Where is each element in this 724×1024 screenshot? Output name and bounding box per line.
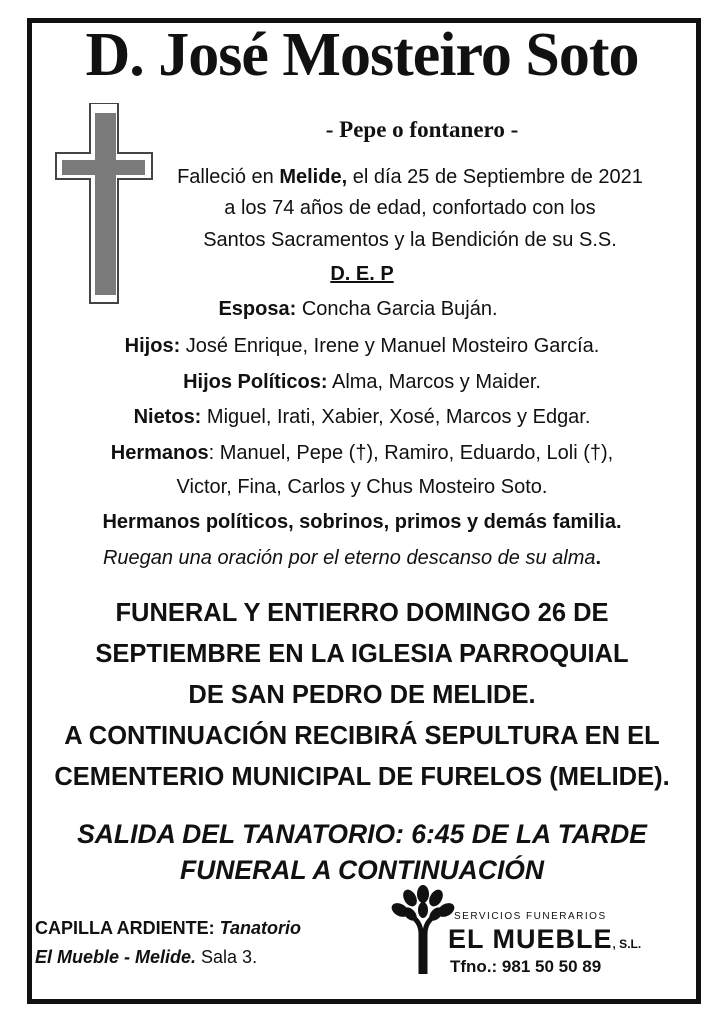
capilla-line-2: El Mueble - Melide. Sala 3. xyxy=(35,947,258,967)
deceased-name: D. José Mosteiro Soto xyxy=(85,21,639,89)
funeral-line-2: SEPTIEMBRE EN LA IGLESIA PARROQUIAL xyxy=(95,640,629,668)
salida-line-2: FUNERAL A CONTINUACIÓN xyxy=(179,855,545,885)
funeral-line-4: A CONTINUACIÓN RECIBIRÁ SEPULTURA EN EL xyxy=(64,722,660,750)
funeral-line-3: DE SAN PEDRO DE MELIDE. xyxy=(188,681,536,709)
death-line-2: a los 74 años de edad, confortado con los xyxy=(224,197,596,219)
funeral-line-5: CEMENTERIO MUNICIPAL DE FURELOS (MELIDE). xyxy=(54,763,670,791)
death-line-1: Falleció en Melide, el día 25 de Septiembre de 2021 xyxy=(177,166,643,188)
logo-name: EL MUEBLE, S.L. xyxy=(448,924,642,954)
funeral-home-logo xyxy=(388,884,668,984)
nickname: - Pepe o fontanero - xyxy=(325,117,519,142)
death-line-3: Santos Sacramentos y la Bendición de su S.S. xyxy=(203,229,617,251)
esposa-line: Esposa: Concha Garcia Buján. xyxy=(218,298,498,320)
hijos-line: Hijos: José Enrique, Irene y Manuel Mosteiro García. xyxy=(124,335,600,357)
other-family-line: Hermanos políticos, sobrinos, primos y demás familia. xyxy=(102,511,622,533)
funeral-line-1: FUNERAL Y ENTIERRO DOMINGO 26 DE xyxy=(115,599,609,627)
dep-heading: D. E. P xyxy=(330,263,394,285)
logo-phone: Tfno.: 981 50 50 89 xyxy=(450,957,602,976)
hermanos-line: Hermanos: Manuel, Pepe (†), Ramiro, Eduardo, Loli (†), xyxy=(110,442,614,464)
hijos-politicos-line: Hijos Políticos: Alma, Marcos y Maider. xyxy=(183,371,541,393)
capilla-line-1: CAPILLA ARDIENTE: Tanatorio xyxy=(35,918,302,938)
hermanos-line-2: Victor, Fina, Carlos y Chus Mosteiro Soto. xyxy=(176,476,548,498)
prayer-line: Ruegan una oración por el eterno descanso de su alma. xyxy=(102,547,602,569)
logo-services: SERVICIOS FUNERARIOS xyxy=(454,911,607,922)
nietos-line: Nietos: Miguel, Irati, Xabier, Xosé, Marcos y Edgar. xyxy=(133,406,591,428)
salida-line-1: SALIDA DEL TANATORIO: 6:45 DE LA TARDE xyxy=(77,819,647,849)
